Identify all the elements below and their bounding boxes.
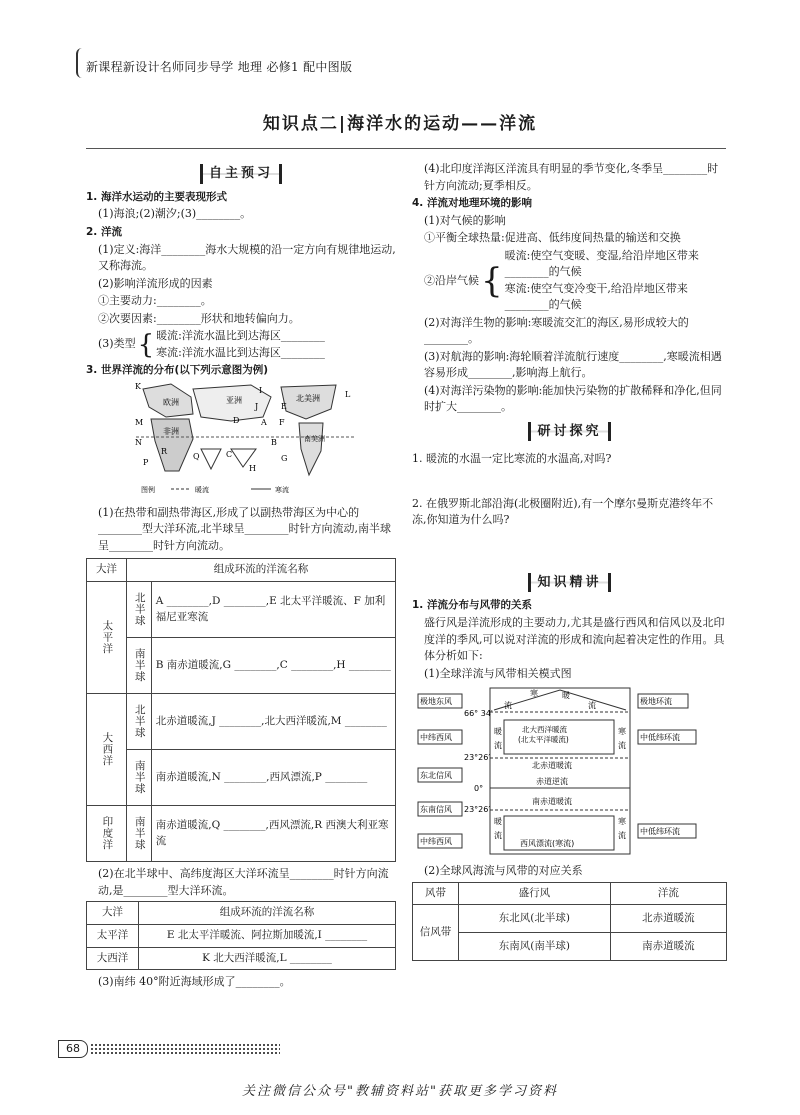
map-letter-D: D [233,415,240,425]
svg-text:北大西洋暖流: 北大西洋暖流 [522,725,567,734]
map-letter-M: M [135,417,144,427]
svg-text:西风漂流(寒流): 西风漂流(寒流) [520,839,575,848]
k1-sub2: (2)全球风海流与风带的对应关系 [424,864,583,877]
s2-line4: ②次要因素:________形状和地转偏向力。 [98,311,300,325]
map-letter-R: R [161,446,168,456]
coast-cold: 寒流:使空气变冷变干,给沿岸地区带来________的气候 [504,281,688,312]
r-line1: (4)北印度洋海区洋流具有明显的季节变化,冬季呈________时针方向流动;夏季相反。 [424,162,719,192]
svg-text:流: 流 [588,701,596,710]
type-cold: 寒流:洋流水温比到达海区________ [156,345,325,359]
page-number: 68 [58,1040,88,1058]
svg-text:暖: 暖 [494,817,502,826]
lat-66: 66° 34′ [464,709,493,718]
map-letter-J: J [255,401,259,411]
s1-title: 1. 海洋水运动的主要表现形式 [86,190,227,203]
wind-polar-east: 极地东风 [420,697,452,706]
s1-line: (1)海浪;(2)潮汐;(3)________。 [98,207,252,221]
k1-title: 1. 洋流分布与风带的关系 [412,599,532,612]
circ-polar: 极地环流 [640,697,672,706]
map-letter-Q: Q [193,451,200,461]
map-legend: 图例 [141,485,155,494]
s2-title: 2. 洋流 [86,225,122,238]
s3-title: 3. 世界洋流的分布(以下列示意图为例) [86,364,269,376]
section-head-preview: 自主预习 [86,164,396,184]
map-letter-P: P [143,457,149,467]
wind-se-trade: 东南信风 [420,805,452,814]
section-head-knowledge: 知识精讲 [412,573,727,593]
wind-ne-trade: 东北信风 [420,771,452,780]
lat-23s: 23°26′ [464,805,491,814]
svg-text:寒: 寒 [618,727,626,736]
wind-current-diagram [412,684,712,859]
map-letter-A: A [261,417,267,427]
svg-text:流: 流 [618,741,626,750]
running-header: 新课程新设计名师同步导学 地理 必修1 配中图版 [86,60,353,74]
map-label-africa: 非洲 [163,426,179,436]
map-letter-C: C [226,449,233,459]
s2-line3: ①主要动力:________。 [98,294,212,307]
map-letter-L: L [345,389,351,399]
brace-icon: { [481,260,503,301]
map-letter-I: I [259,385,263,395]
s4-line5: (3)对航海的影响:海轮顺着洋流航行速度________,寒暖流相遇容易形成________,影响海上航行。 [424,349,722,380]
ocean-table-2: 大洋 组成环流的洋流名称 太平洋 E 北太平洋暖流、阿拉斯加暖流,I ________ 大西洋 K 北大西洋暖流,L ________ [86,901,396,970]
svg-text:流: 流 [618,831,626,840]
lat-23n: 23°26′ [464,753,491,762]
sa-shape [299,423,323,475]
title-divider [86,148,726,149]
left-column [86,160,396,992]
map-letter-G: G [281,453,288,463]
question-1: 1. 暖流的水温一定比寒流的水温高,对吗? [412,452,612,466]
svg-text:暖: 暖 [494,727,502,736]
svg-text:(北太平洋暖流): (北太平洋暖流) [518,735,569,744]
svg-text:寒: 寒 [618,817,626,826]
type-warm: 暖流:洋流水温比到达海区________ [156,329,325,342]
wind-westerly-s: 中纬西风 [420,837,452,846]
footer-dots [90,1043,280,1055]
world-currents-map [131,379,361,499]
svg-text:流: 流 [494,741,502,750]
map-letter-E: E [281,401,287,411]
wind-westerly-n: 中纬西风 [420,733,452,742]
map-label-na: 北美洲 [296,393,320,403]
coast-warm: 暖流:使空气变暖、变湿,给沿岸地区带来________的气候 [504,248,699,279]
map-legend-cold: 寒流 [275,485,289,494]
svg-text:北赤道暖流: 北赤道暖流 [532,761,572,770]
map-label-asia: 亚洲 [226,395,242,405]
svg-text:南赤道暖流: 南赤道暖流 [532,797,572,806]
map-letter-H: H [249,463,256,473]
circ-midlow-s: 中低纬环流 [640,827,680,836]
wind-current-table: 风带 盛行风 洋流 信风带 东北风(北半球) 北赤道暖流 东南风(南半球) 南赤道暖流 [412,882,727,962]
s2-type-block: (3)类型 { 暖流:洋流水温比到达海区________ 寒流:洋流水温比到达海区________ [98,329,325,360]
map-label-europe: 欧洲 [163,397,179,407]
map-label-sa: 南美洲 [304,434,325,443]
map-letter-N: N [135,437,142,447]
svg-text:流: 流 [494,831,502,840]
map-letter-F: F [279,417,285,427]
map-letter-B: B [271,437,277,447]
page-title: 知识点二|海洋水的运动——洋流 [262,114,538,134]
s3-line1: (1)在热带和副热带海区,形成了以副热带海区为中心的________型大洋环流,北半球呈________时针方向流动,南半球呈________时针方向流动。 [98,505,391,552]
brace-icon: { [137,329,155,360]
k1-paragraph: 盛行风是洋流形成的主要动力,尤其是盛行西风和信风以及北印度洋的季风,可以说对洋流的形成和流向起着决定性的作用。具体分析如下: [424,616,725,662]
svg-text:寒: 寒 [530,689,538,698]
svg-text:暖: 暖 [562,691,570,700]
s4-line4: (2)对海洋生物的影响:寒暖流交汇的海区,易形成较大的________。 [424,315,689,346]
map-legend-warm: 暖流 [195,485,209,494]
s3-line3: (3)南纬 40°附近海域形成了________。 [98,975,291,989]
s2-line1: (1)定义:海洋________海水大规模的沿一定方向有规律地运动,又称海流。 [98,242,396,272]
s4-line2: ①平衡全球热量:促进高、低纬度间热量的输送和交换 [424,231,681,245]
right-column [412,160,727,961]
circ-midlow-n: 中低纬环流 [640,733,680,742]
k1-sub1: (1)全球洋流与风带相关模式图 [424,666,572,680]
ocean-table-1: 大洋 组成环流的洋流名称 太平洋 北半球 A ________,D ________,E 北太平洋暖流、F 加利福尼亚寒流 南半球 B 南赤道暖流,G ________,C ________,H ________ 大西洋 北半球 北赤道暖流,J ________,北大西洋暖流,M ________ 南半球 南赤道暖流,N ________,西风漂流,P ________ 印度洋 南半球 南赤道暖流,Q ________,西风漂流,R 西澳大利亚寒流 [86,558,396,862]
s4-line6: (4)对海洋污染物的影响:能加快污染物的扩散稀释和净化,但同时扩大________。 [424,383,722,414]
s3-line2: (2)在北半球中、高纬度海区大洋环流呈________时针方向流动,是________型大洋环流。 [98,867,389,897]
svg-text:流: 流 [504,701,512,710]
map-letter-K: K [135,381,141,391]
s4-line1: (1)对气候的影响 [424,213,506,227]
header-bracket [76,48,84,78]
question-2: 2. 在俄罗斯北部沿海(北极圈附近),有一个摩尔曼斯克港终年不冻,你知道为什么吗? [412,496,714,527]
s4-coast-block: ②沿岸气候 { 暖流:使空气变暖、变湿,给沿岸地区带来________的气候 寒流:使空气变冷变干,给沿岸地区带来________的气候 [412,248,727,314]
s4-title: 4. 洋流对地理环境的影响 [412,197,532,209]
bottom-note: 关注微信公众号"教辅资料站"获取更多学习资料 [242,1084,558,1099]
svg-text:赤道逆流: 赤道逆流 [536,777,568,786]
s2-line2: (2)影响洋流形成的因素 [98,276,213,290]
lat-0: 0° [474,784,484,793]
section-head-explore: 研讨探究 [412,422,727,442]
